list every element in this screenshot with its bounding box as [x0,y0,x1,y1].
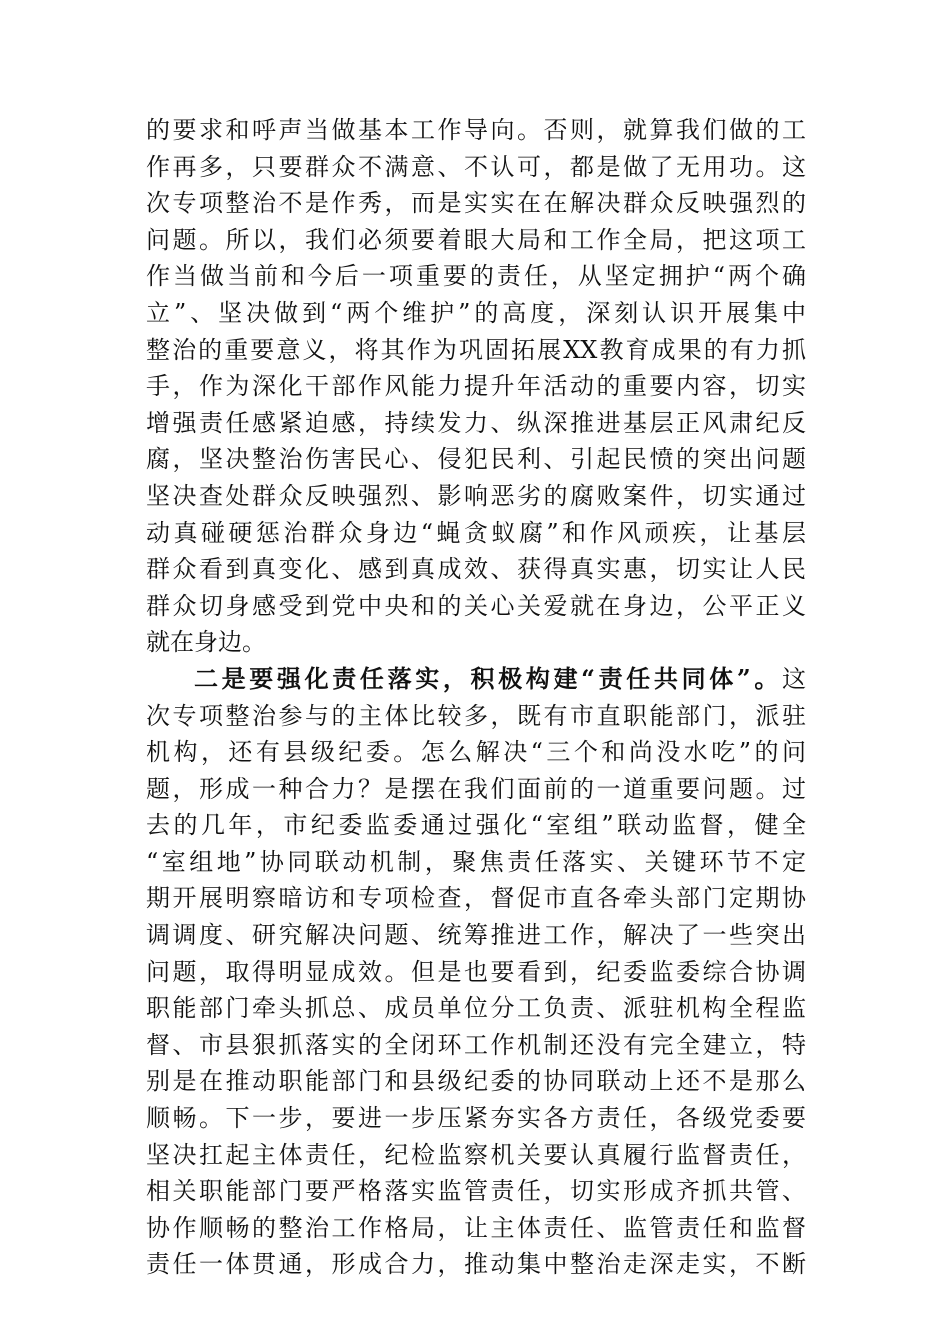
text-line: 次专项整治不是作秀，而是实实在在解决群众反映强烈的 [146,189,806,218]
text-line: 督、市县狠抓落实的全闭环工作机制还没有完全建立，特 [146,1030,806,1059]
text-line: 坚决扛起主体责任，纪检监察机关要认真履行监督责任， [146,1140,806,1169]
text-line: 问题，取得明显成效。但是也要看到，纪委监委综合协调 [146,957,806,986]
text-line: 调调度、研究解决问题、统筹推进工作，解决了一些突出 [146,921,806,950]
text-line: 群众看到真变化、感到真成效、获得真实惠，切实让人民 [146,555,806,584]
paragraph-2 [146,661,806,1283]
text-line: 腐，坚决整治伤害民心、侵犯民利、引起民愤的突出问题 [146,445,806,474]
text-line: 责任一体贯通，形成合力，推动集中整治走深走实，不断 [146,1250,806,1279]
text-line: 增强责任感紧迫感，持续发力、纵深推进基层正风肃纪反 [146,408,806,437]
paragraph-1 [146,112,806,661]
text-line: 相关职能部门要严格落实监管责任，切实形成齐抓共管、 [146,1177,806,1206]
text-line: 问题。所以，我们必须要着眼大局和工作全局，把这项工 [146,225,806,254]
text-line: 机构，还有县级纪委。怎么解决“三个和尚没水吃”的问 [146,738,806,767]
text-line: 次专项整治参与的主体比较多，既有市直职能部门，派驻 [146,701,806,730]
text-line: 立”、坚决做到“两个维护”的高度，深刻认识开展集中 [146,298,806,327]
text-fragment: 这 [782,664,806,693]
section-heading: 二是要强化责任落实，积极构建“责任共同体”。 [194,663,782,693]
text-line: 手，作为深化干部作风能力提升年活动的重要内容，切实 [146,372,806,401]
text-line: 职能部门牵头抓总、成员单位分工负责、派驻机构全程监 [146,994,806,1023]
text-line: “室组地”协同联动机制，聚焦责任落实、关键环节不定 [146,847,806,876]
document-body [146,112,806,1283]
text-line: 作当做当前和今后一项重要的责任，从坚定拥护“两个确 [146,262,806,291]
text-line: 协作顺畅的整治工作格局，让主体责任、监管责任和监督 [146,1213,806,1242]
text-line: 顺畅。下一步，要进一步压紧夯实各方责任，各级党委要 [146,1104,806,1133]
text-line: 去的几年，市纪委监委通过强化“室组”联动监督，健全 [146,811,806,840]
text-line: 坚决查处群众反映强烈、影响恶劣的腐败案件，切实通过 [146,481,806,510]
text-line: 就在身边。 [146,628,266,657]
text-line: 的要求和呼声当做基本工作导向。否则，就算我们做的工 [146,116,806,144]
text-line: 动真碰硬惩治群众身边“蝇贪蚁腐”和作风顽疾，让基层 [146,518,806,547]
text-line: 整治的重要意义，将其作为巩固拓展XX教育成果的有力抓 [146,335,806,364]
paragraph-2-first-line [146,661,806,698]
text-line: 作再多，只要群众不满意、不认可，都是做了无用功。这 [146,152,806,181]
text-line: 别是在推动职能部门和县级纪委的协同联动上还不是那么 [146,1067,806,1096]
text-line: 群众切身感受到党中央和的关心关爱就在身边，公平正义 [146,591,806,620]
text-line: 期开展明察暗访和专项检查，督促市直各牵头部门定期协 [146,884,806,913]
text-line: 题，形成一种合力？是摆在我们面前的一道重要问题。过 [146,774,806,803]
